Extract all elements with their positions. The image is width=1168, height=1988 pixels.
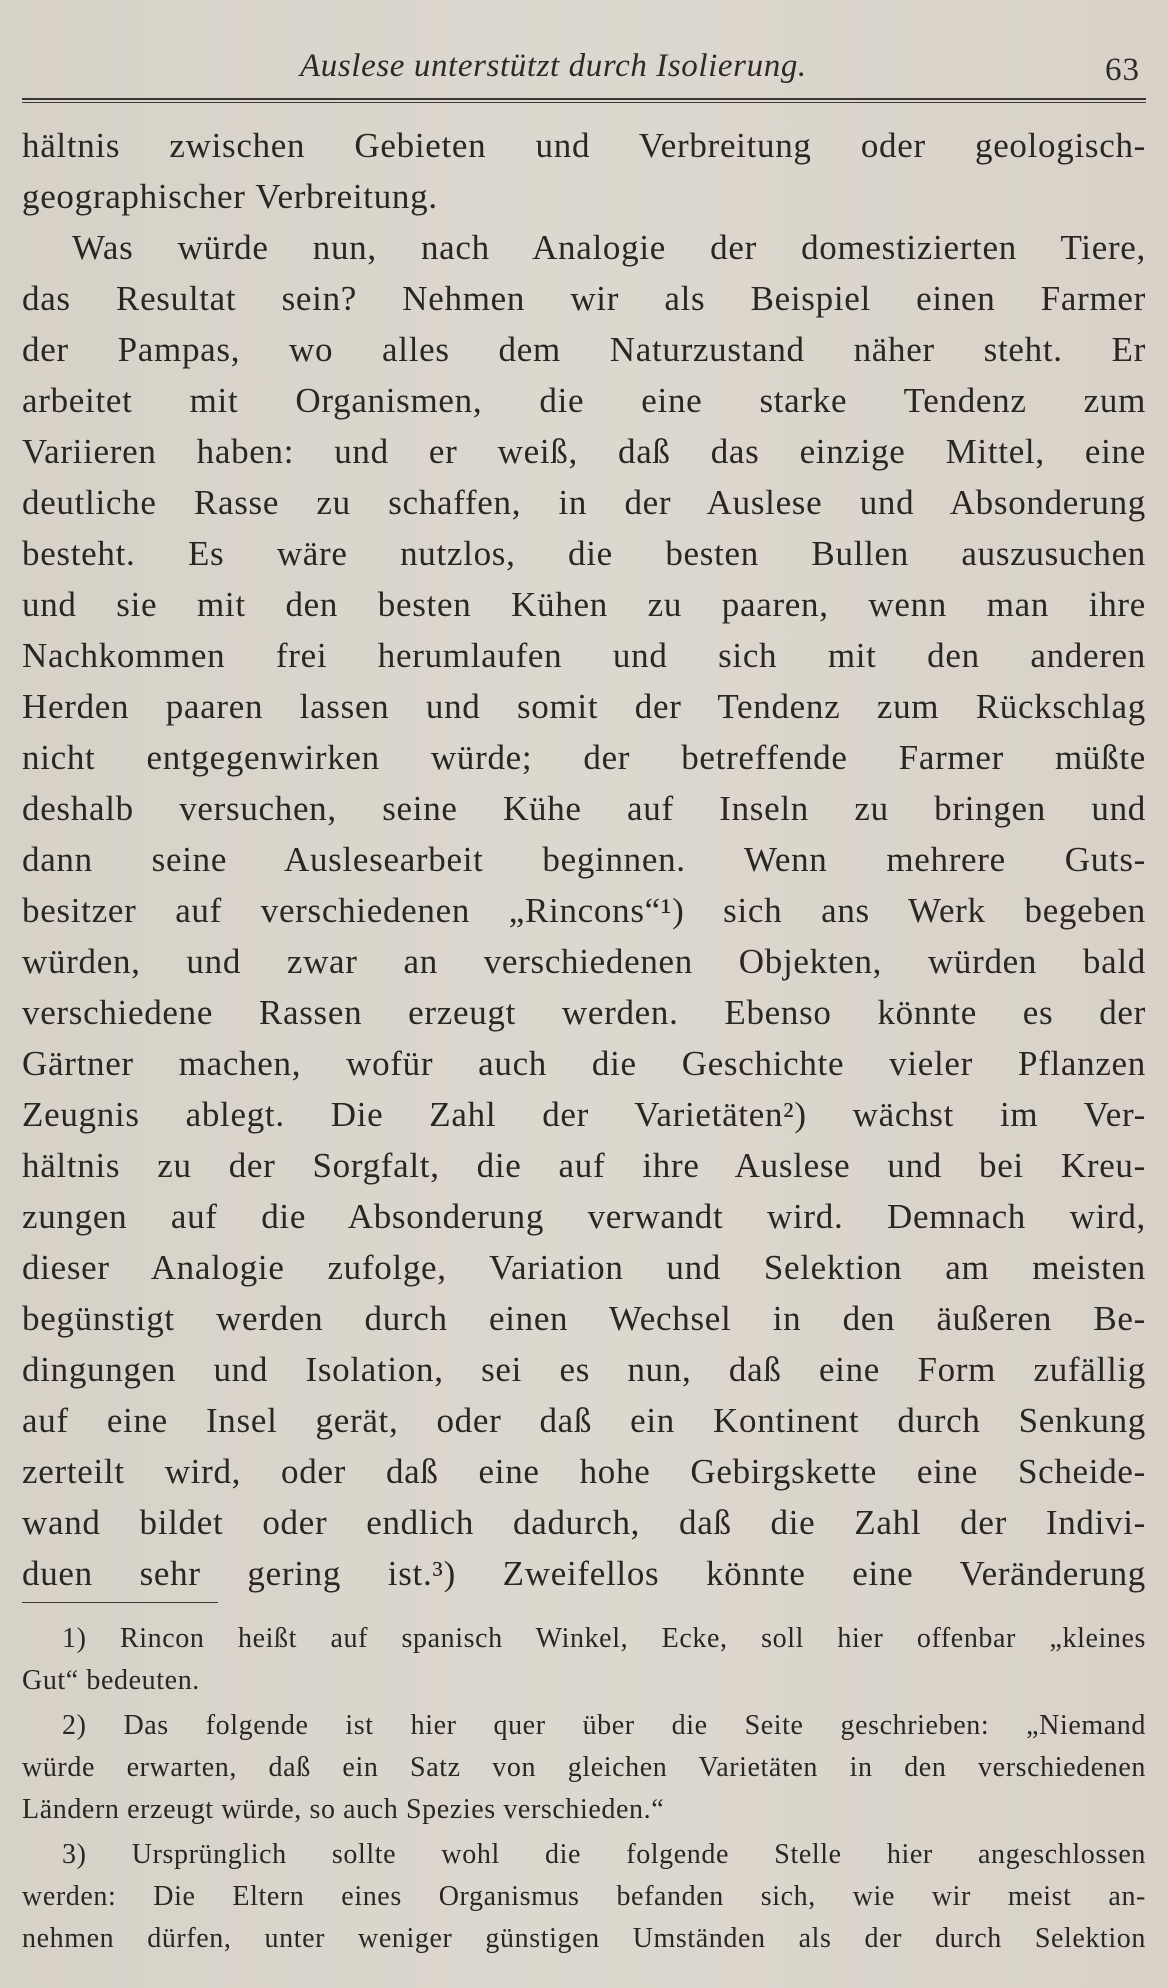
text-line: begünstigt werden durch einen Wechsel in den äußeren Be- (22, 1299, 1146, 1338)
text-line: wand bildet oder endlich dadurch, daß die Zahl der Indivi- (22, 1503, 1146, 1542)
text-line: und sie mit den besten Kühen zu paaren, wenn man ihre (22, 585, 1146, 624)
footnote-line: Ländern erzeugt würde, so auch Spezies verschieden.“ (22, 1794, 665, 1825)
running-head-title: Auslese unterstützt durch Isolierung. (300, 48, 807, 84)
body-text (22, 120, 1146, 1599)
text-line: verschiedene Rassen erzeugt werden. Ebenso könnte es der (22, 993, 1146, 1032)
text-line: dieser Analogie zufolge, Variation und Selektion am meisten (22, 1248, 1146, 1287)
footnote-line: 1) Rincon heißt auf spanisch Winkel, Ecke, soll hier offenbar „kleines (62, 1623, 1146, 1654)
footnotes (22, 1618, 1146, 1960)
text-line: dingungen und Isolation, sei es nun, daß eine Form zufällig (22, 1350, 1146, 1389)
text-line: der Pampas, wo alles dem Naturzustand näher steht. Er (22, 330, 1146, 369)
footnote-line: werden: Die Eltern eines Organismus befanden sich, wie wir meist an- (22, 1881, 1146, 1912)
footnote-rule (22, 1602, 218, 1603)
text-line: geographischer Verbreitung. (22, 177, 438, 216)
text-line: Was würde nun, nach Analogie der domestizierten Tiere, (72, 228, 1146, 267)
text-line: Zeugnis ablegt. Die Zahl der Varietäten²) wächst im Ver- (22, 1095, 1146, 1134)
text-line: duen sehr gering ist.³) Zweifellos könnte eine Veränderung (22, 1554, 1146, 1593)
text-line: besteht. Es wäre nutzlos, die besten Bullen auszusuchen (22, 534, 1146, 573)
footnote-line: Gut“ bedeuten. (22, 1665, 200, 1696)
text-line: besitzer auf verschiedenen „Rincons“¹) sich ans Werk begeben (22, 891, 1146, 930)
text-line: Nachkommen frei herumlaufen und sich mit den anderen (22, 636, 1146, 675)
text-line: zungen auf die Absonderung verwandt wird. Demnach wird, (22, 1197, 1146, 1236)
text-line: Herden paaren lassen und somit der Tendenz zum Rückschlag (22, 687, 1146, 726)
footnote-line: nehmen dürfen, unter weniger günstigen Umständen als der durch Selektion (22, 1923, 1146, 1954)
text-line: arbeitet mit Organismen, die eine starke Tendenz zum (22, 381, 1146, 420)
text-line: Variieren haben: und er weiß, daß das einzige Mittel, eine (22, 432, 1146, 471)
page-number: 63 (1105, 52, 1140, 88)
text-line: deshalb versuchen, seine Kühe auf Inseln zu bringen und (22, 789, 1146, 828)
text-line: zerteilt wird, oder daß eine hohe Gebirgskette eine Scheide- (22, 1452, 1146, 1491)
text-line: nicht entgegenwirken würde; der betreffende Farmer müßte (22, 738, 1146, 777)
text-line: Gärtner machen, wofür auch die Geschichte vieler Pflanzen (22, 1044, 1146, 1083)
text-line: hältnis zu der Sorgfalt, die auf ihre Auslese und bei Kreu- (22, 1146, 1146, 1185)
text-line: auf eine Insel gerät, oder daß ein Kontinent durch Senkung (22, 1401, 1146, 1440)
text-line: würden, und zwar an verschiedenen Objekten, würden bald (22, 942, 1146, 981)
text-line: das Resultat sein? Nehmen wir als Beispiel einen Farmer (22, 279, 1146, 318)
footnote-line: 3) Ursprünglich sollte wohl die folgende Stelle hier angeschlossen (62, 1839, 1146, 1870)
header-rule (22, 98, 1146, 103)
running-head (22, 42, 1146, 98)
footnote-line: würde erwarten, daß ein Satz von gleichen Varietäten in den verschiedenen (22, 1752, 1146, 1783)
text-line: hältnis zwischen Gebieten und Verbreitung oder geologisch- (22, 126, 1146, 165)
text-line: dann seine Auslesearbeit beginnen. Wenn mehrere Guts- (22, 840, 1146, 879)
footnote-line: 2) Das folgende ist hier quer über die Seite geschrieben: „Niemand (62, 1710, 1146, 1741)
text-line: deutliche Rasse zu schaffen, in der Auslese und Absonderung (22, 483, 1146, 522)
